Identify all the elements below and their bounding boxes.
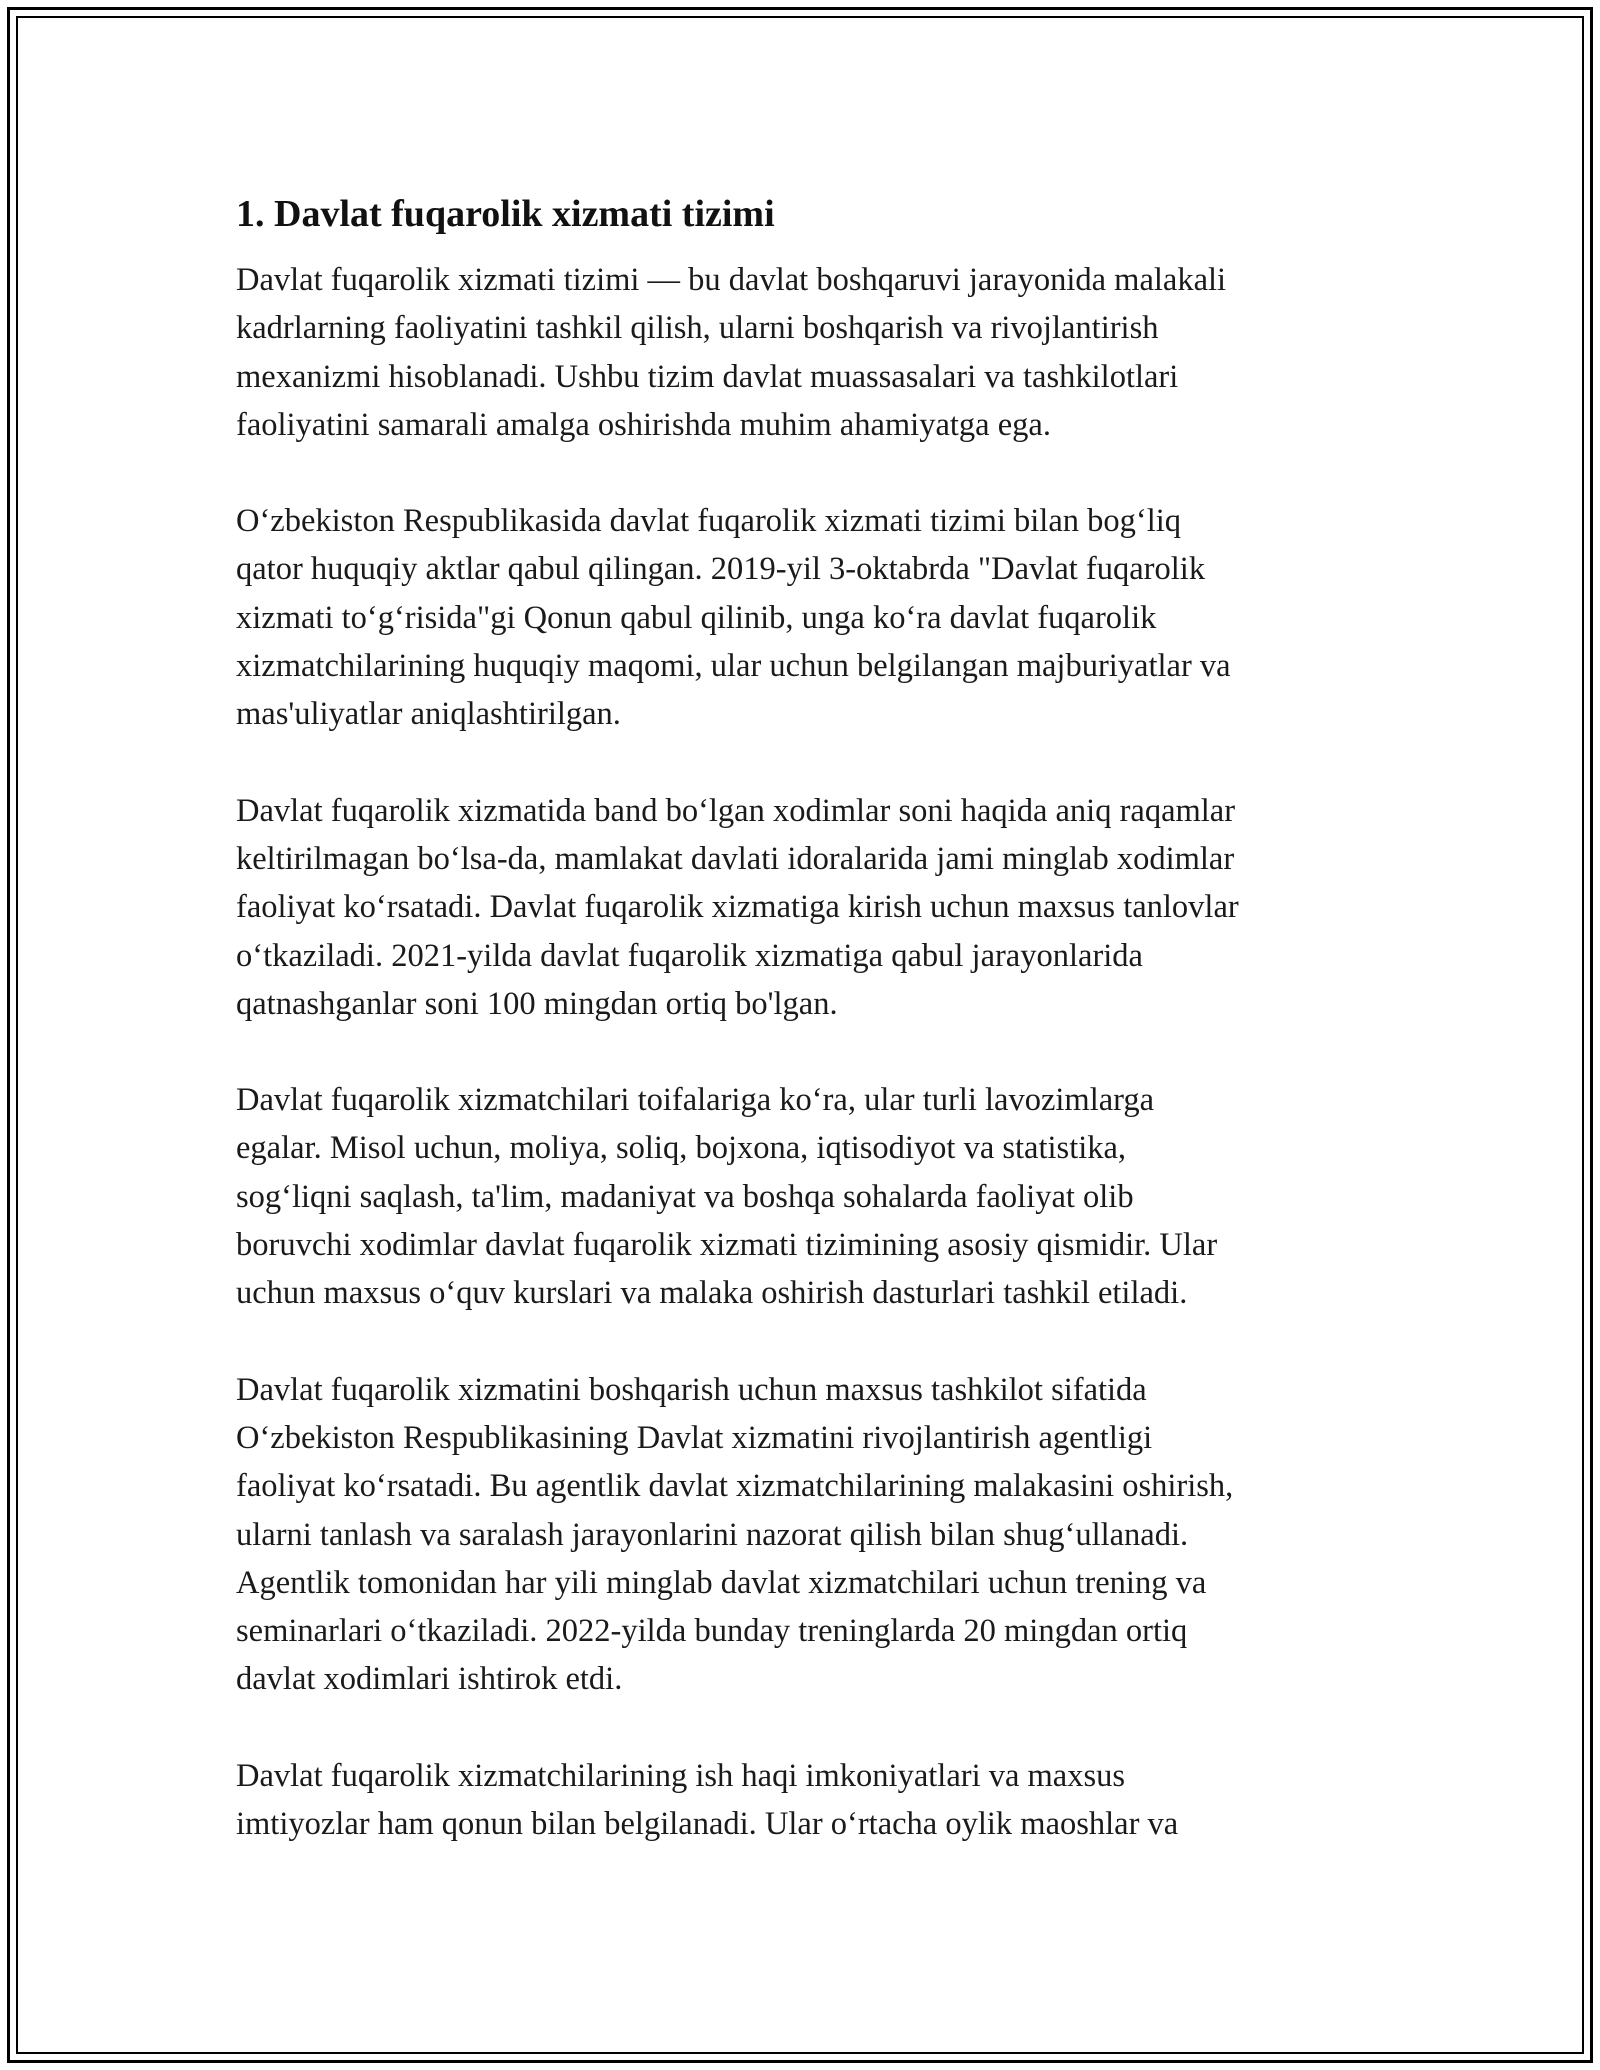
- paragraph-line: imtiyozlar ham qonun bilan belgilanadi. Ular o‘rtacha oylik maoshlar va: [236, 1806, 1179, 1843]
- paragraph-line: ularni tanlash va saralash jarayonlarini nazorat qilish bilan shug‘ullanadi.: [236, 1516, 1189, 1553]
- paragraph-line: qator huquqiy aktlar qabul qilingan. 2019-yil 3-oktabrda "Davlat fuqarolik: [236, 551, 1206, 588]
- paragraph-line: Davlat fuqarolik xizmatchilari toifalariga ko‘ra, ular turli lavozimlarga: [236, 1082, 1155, 1119]
- paragraph-line: uchun maxsus o‘quv kurslari va malaka oshirish dasturlari tashkil etiladi.: [236, 1275, 1188, 1312]
- paragraph-line: Davlat fuqarolik xizmatida band bo‘lgan xodimlar soni haqida aniq raqamlar: [236, 792, 1236, 829]
- paragraph-3: [236, 787, 1376, 1028]
- paragraph-line: xizmatchilarining huquqiy maqomi, ular uchun belgilangan majburiyatlar va: [236, 648, 1231, 685]
- paragraph-line: O‘zbekiston Respublikasining Davlat xizmatini rivojlantirish agentligi: [236, 1419, 1153, 1456]
- paragraph-line: faoliyat ko‘rsatadi. Bu agentlik davlat xizmatchilarining malakasini oshirish,: [236, 1468, 1234, 1505]
- paragraph-line: Agentlik tomonidan har yili minglab davlat xizmatchilari uchun trening va: [236, 1564, 1207, 1601]
- paragraph-line: Davlat fuqarolik xizmati tizimi — bu davlat boshqaruvi jarayonida malakali: [236, 262, 1227, 298]
- paragraph-line: Davlat fuqarolik xizmatini boshqarish uchun maxsus tashkilot sifatida: [236, 1371, 1147, 1408]
- paragraph-5: [236, 1366, 1376, 1704]
- paragraph-line: faoliyatini samarali amalga oshirishda muhim ahamiyatga ega.: [236, 406, 1051, 443]
- document-body: [236, 188, 1376, 1896]
- paragraph-line: Davlat fuqarolik xizmatchilarining ish haqi imkoniyatlari va maxsus: [236, 1757, 1126, 1794]
- paragraph-line: O‘zbekiston Respublikasida davlat fuqarolik xizmati tizimi bilan bog‘liq: [236, 503, 1182, 540]
- paragraph-1: [236, 256, 1376, 449]
- paragraph-4: [236, 1076, 1376, 1317]
- paragraph-line: boruvchi xodimlar davlat fuqarolik xizmati tizimining asosiy qismidir. Ular: [236, 1227, 1218, 1264]
- paragraph-6: [236, 1752, 1376, 1849]
- paragraph-line: mas'uliyatlar aniqlashtirilgan.: [236, 696, 621, 733]
- paragraph-line: keltirilmagan bo‘lsa-da, mamlakat davlati idoralarida jami minglab xodimlar: [236, 840, 1235, 877]
- paragraph-line: qatnashganlar soni 100 mingdan ortiq bo'lgan.: [236, 985, 838, 1022]
- paragraph-line: mexanizmi hisoblanadi. Ushbu tizim davlat muassasalari va tashkilotlari: [236, 358, 1179, 395]
- paragraph-line: seminarlari o‘tkaziladi. 2022-yilda bunday treninglarda 20 mingdan ortiq: [236, 1613, 1188, 1650]
- paragraph-line: davlat xodimlari ishtirok etdi.: [236, 1661, 623, 1698]
- paragraph-line: xizmati to‘g‘risida"gi Qonun qabul qilinib, unga ko‘ra davlat fuqarolik: [236, 599, 1157, 636]
- section-heading: 1. Davlat fuqarolik xizmati tizimi: [236, 193, 775, 235]
- paragraph-2: [236, 497, 1376, 738]
- paragraph-line: o‘tkaziladi. 2021-yilda davlat fuqarolik xizmatiga qabul jarayonlarida: [236, 937, 1143, 974]
- paragraph-line: faoliyat ko‘rsatadi. Davlat fuqarolik xizmatiga kirish uchun maxsus tanlovlar: [236, 889, 1239, 926]
- paragraph-line: sog‘liqni saqlash, ta'lim, madaniyat va boshqa sohalarda faoliyat olib: [236, 1178, 1134, 1215]
- paragraph-line: kadrlarning faoliyatini tashkil qilish, ularni boshqarish va rivojlantirish: [236, 310, 1159, 347]
- paragraph-line: egalar. Misol uchun, moliya, soliq, bojxona, iqtisodiyot va statistika,: [236, 1130, 1127, 1167]
